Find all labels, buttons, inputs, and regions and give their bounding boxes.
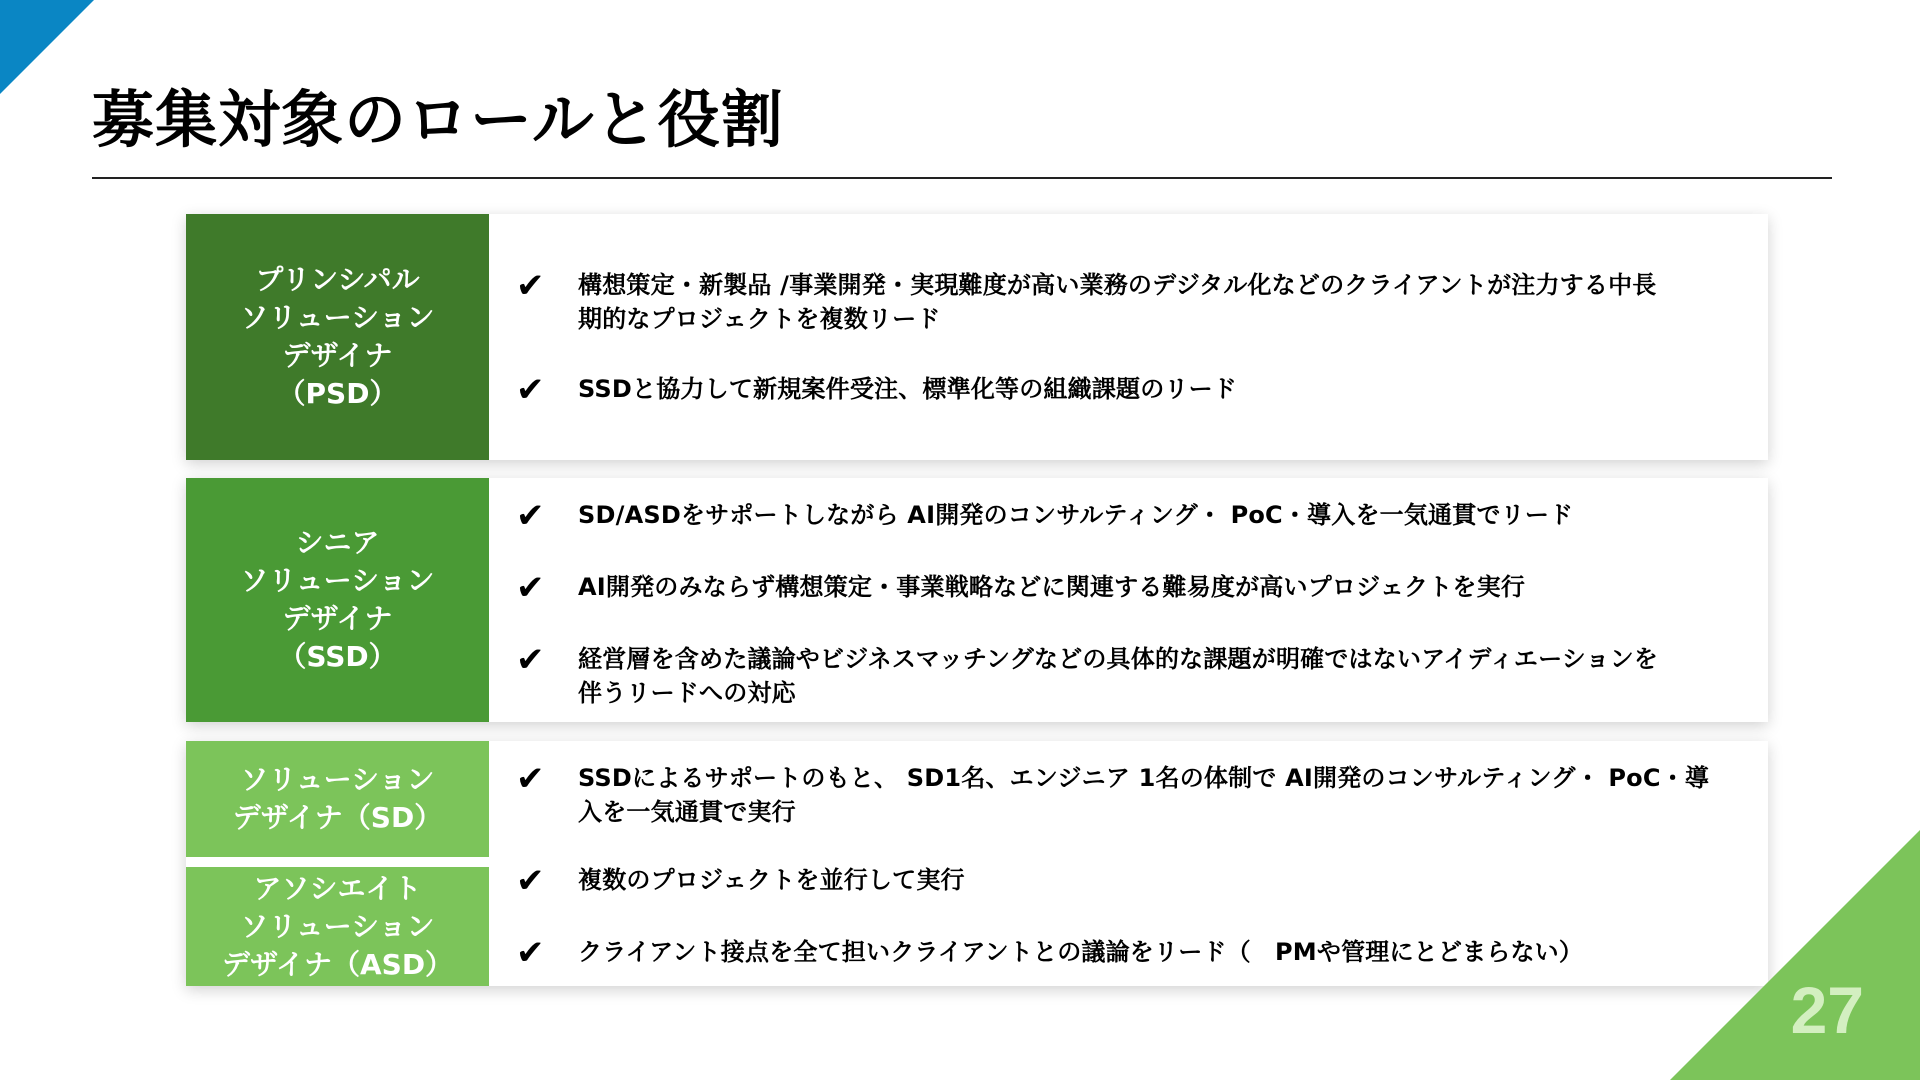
page-title: 募集対象のロールと役割 bbox=[92, 83, 784, 156]
role-label-sd: ソリューション デザイナ（SD） bbox=[186, 741, 489, 857]
role-card-sd-asd bbox=[186, 741, 1768, 986]
check-mark-icon: ✔ bbox=[516, 266, 545, 306]
check-mark-icon: ✔ bbox=[516, 568, 545, 608]
list-item: ✔ クライアント接点を全て担いクライアントとの議論をリード（ PMや管理にとどまらない） bbox=[516, 933, 1584, 973]
page-number: 27 bbox=[1790, 973, 1864, 1047]
role-card-psd bbox=[186, 214, 1768, 460]
list-item: ✔ SD/ASDをサポートしながら AI開発のコンサルティング・ PoC・導入を一気通貫でリード bbox=[516, 496, 1574, 536]
list-item: ✔ AI開発のみならず構想策定・事業戦略などに関連する難易度が高いプロジェクトを実行 bbox=[516, 568, 1526, 608]
list-item: ✔ 経営層を含めた議論やビジネスマッチングなどの具体的な課題が明確ではないアイディエーションを伴うリードへの対応 bbox=[516, 640, 1659, 707]
title-divider bbox=[92, 177, 1832, 179]
role-card-ssd bbox=[186, 478, 1768, 722]
list-item: ✔ SSDと協力して新規案件受注、標準化等の組織課題のリード bbox=[516, 370, 1238, 410]
check-mark-icon: ✔ bbox=[516, 933, 545, 973]
check-mark-icon: ✔ bbox=[516, 496, 545, 536]
list-item: ✔ 複数のプロジェクトを並行して実行 bbox=[516, 861, 965, 901]
role-label-psd: プリンシパル ソリューション デザイナ （PSD） bbox=[186, 214, 489, 460]
check-mark-icon: ✔ bbox=[516, 370, 545, 410]
role-label-ssd: シニア ソリューション デザイナ （SSD） bbox=[186, 478, 489, 722]
role-label-asd: アソシエイト ソリューション デザイナ（ASD） bbox=[186, 867, 489, 986]
list-item: ✔ 構想策定・新製品 /事業開発・実現難度が高い業務のデジタル化などのクライアントが注力する中長期的なプロジェクトを複数リード bbox=[516, 266, 1657, 333]
corner-decoration-top-left bbox=[0, 0, 94, 94]
list-item: ✔ SSDによるサポートのもと、 SD1名、エンジニア 1名の体制で AI開発のコンサルティング・ PoC・導入を一気通貫で実行 bbox=[516, 759, 1710, 826]
check-mark-icon: ✔ bbox=[516, 640, 545, 680]
check-mark-icon: ✔ bbox=[516, 861, 545, 901]
check-mark-icon: ✔ bbox=[516, 759, 545, 799]
